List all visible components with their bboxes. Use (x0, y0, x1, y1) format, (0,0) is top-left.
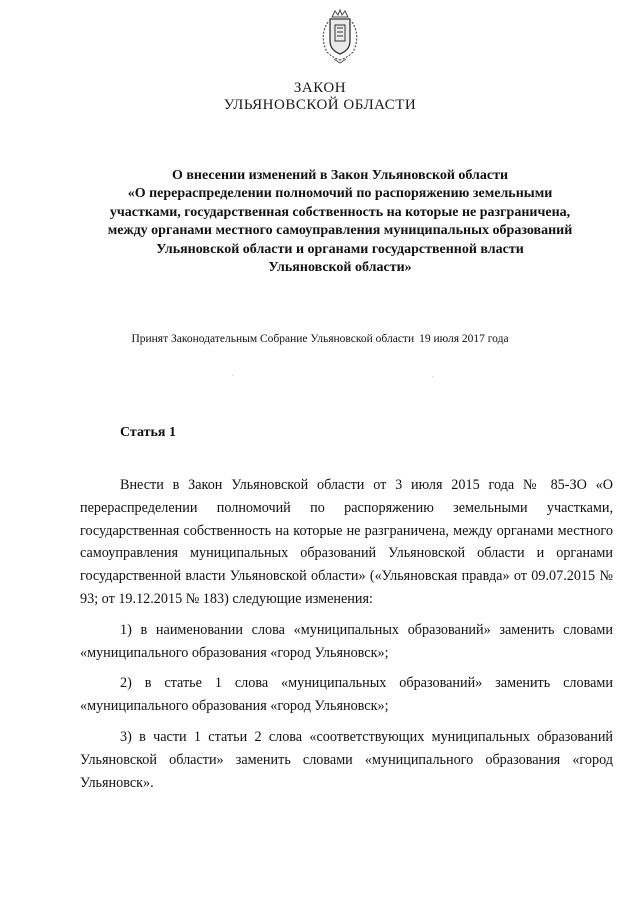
coat-of-arms-icon (313, 8, 367, 64)
law-label: ЗАКОН (293, 80, 347, 96)
article-body (80, 474, 613, 794)
adoption-date: 19 июля 2017 года (419, 333, 509, 345)
adoption-statement (0, 333, 640, 345)
region-label: УЛЬЯНОВСКОЙ ОБЛАСТИ (223, 97, 417, 113)
title-line: О внесении изменений в Закон Ульяновской области (171, 168, 509, 183)
title-line: «О перераспределении полномочий по распоряжению земельными (127, 186, 553, 202)
amendment-item-2: 2) в статье 1 слова «муниципальных образований» заменить словами «муниципального образования «город Ульяновск»; (80, 675, 613, 715)
article-heading: Статья 1 (120, 425, 176, 440)
article-intro-paragraph: Внести в Закон Ульяновской области от 3 июля 2015 года № 85-ЗО «О перераспределении полномочий по распоряжению земельными участками, государственная собственность на которые не разграничена, между органами местного самоуправления муниципальных образований Ульяновской области и органами государственной власти Ульяновской области» («Ульяновская правда» от 09.07.2015 № 93; от 19.12.2015 № 183) следующие изменения: (80, 477, 613, 607)
amendment-item-3: 3) в части 1 статьи 2 слова «соответствующих муниципальных образований Ульяновской области» заменить словами «муниципального образования «город Ульяновск». (80, 728, 613, 791)
scan-speck (232, 375, 233, 376)
title-line: участками, государственная собственность на которые не разграничена, (109, 204, 571, 220)
law-title (60, 167, 620, 277)
title-line: Ульяновской области и органами государственной власти (156, 241, 524, 257)
title-line: между органами местного самоуправления муниципальных образований (107, 223, 573, 239)
adoption-text: Принят Законодательным Собрание Ульяновской области (131, 333, 415, 345)
title-line: Ульяновской области» (268, 260, 412, 276)
scan-speck (432, 376, 433, 377)
amendment-item-1: 1) в наименовании слова «муниципальных образований» заменить словами «муниципального образования «город Ульяновск»; (80, 621, 613, 661)
